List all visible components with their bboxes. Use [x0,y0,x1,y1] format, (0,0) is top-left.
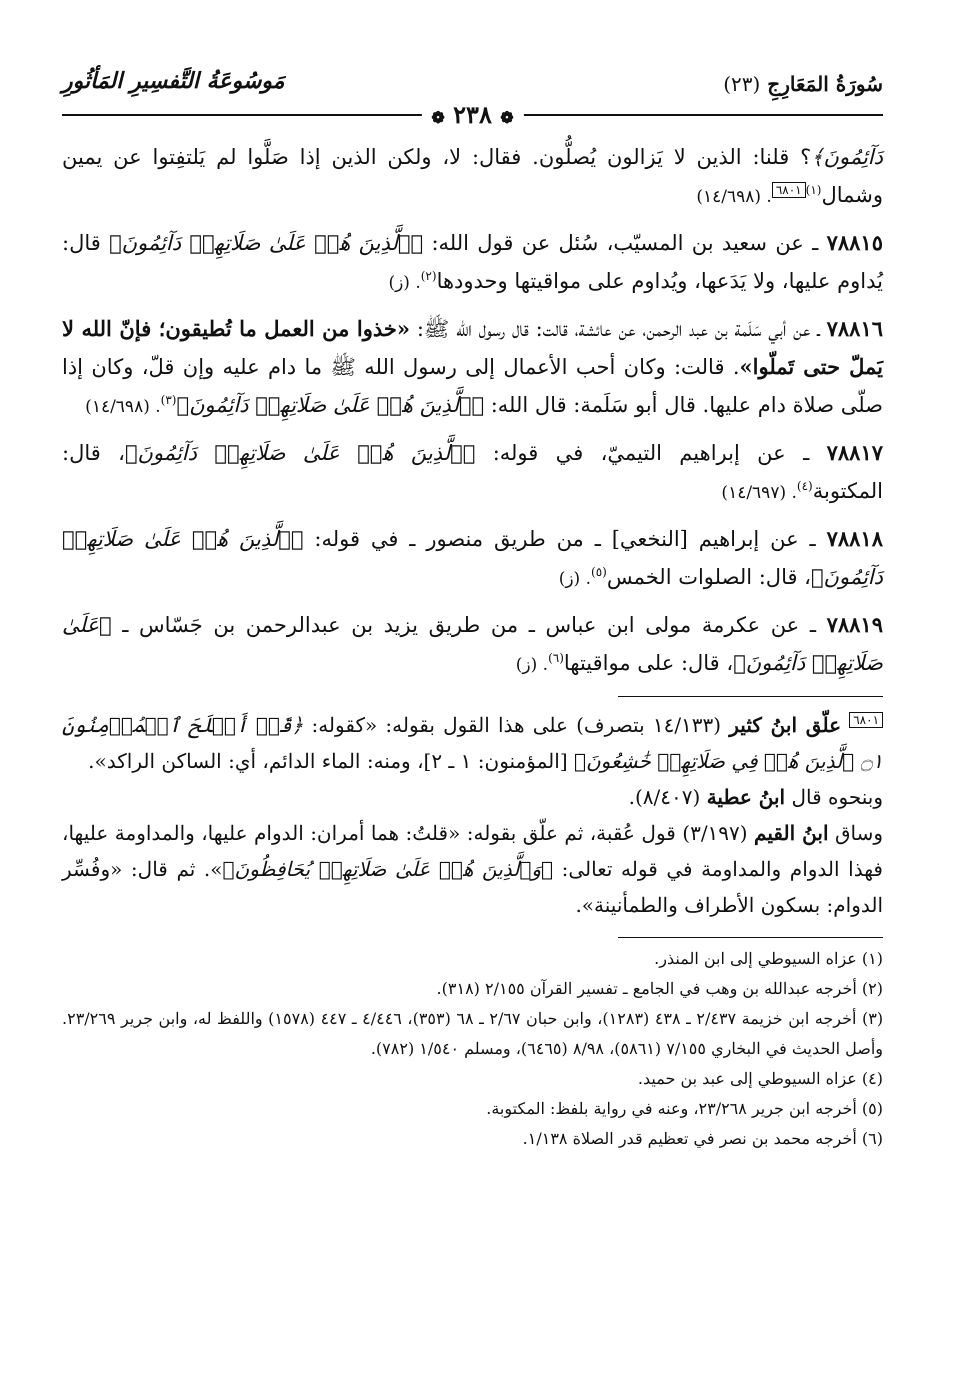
commentary-text: وساق [828,821,883,845]
entry [62,606,883,684]
entry-continuation [62,138,883,216]
quran-verse: ﴿وَٱلَّذِينَ هُمۡ عَلَىٰ صَلَاتِهِمۡ يُحَافِظُونَ﴾ [222,857,554,881]
footnote: (٥) أخرجه ابن جرير ٢٣/٢٦٨، وعنه في رواية بلفظ: المكتوبة. [486,1099,883,1118]
quran-verse: ﴿ٱلَّذِينَ هُمۡ عَلَىٰ صَلَاتِهِمۡ دَآئِمُونَ﴾ [62,527,883,589]
commentary-paragraph [62,707,883,779]
footnotes-section [62,944,883,1154]
commentary-text: (٨/٤٠٧). [628,785,707,809]
entry [62,434,883,512]
entry-text: . قالت: وكان أحب الأعمال إلى رسول الله ﷺ ما دام عليه وإن قلّ، وكان إذا صلّى صلاة دام عليها. قال أبو سَلَمة: قال الله: [62,355,883,417]
surah-title [723,72,883,96]
commentary-text: (١٤/١٣٣ بتصرف) على هذا القول بقوله: «كقوله: [303,713,730,737]
entry-number: ٧٨٨١٨ [826,526,883,551]
footnote-ref[interactable]: (٦) [548,651,564,665]
hadith-text: «خذوا من العمل ما تُطيقون؛ فإنّ الله لا يَملّ حتى تَملّوا» [62,316,883,379]
entry-text: قال: يُداوم عليها، ولا يَدَعها، ويُداوم على مواقيتها وحدودها [62,231,883,293]
entry [62,520,883,598]
entry-text: ، قال: الصلوات الخمس [606,565,811,589]
volume-ref: . (ز) [558,569,591,589]
scholar-name: علّق ابنُ كثير [729,713,842,737]
quran-verse: ﴿ٱلَّذِينَ هُمۡ عَلَىٰ صَلَاتِهِمۡ دَآئِمُونَ﴾ [124,441,476,465]
volume-ref: . (ز) [515,655,549,675]
commentary-paragraph [62,779,883,815]
volume-ref: . (١٤/٦٩٨) [696,187,772,207]
comment-number-box: ٦٨٠١ [849,712,883,728]
footnote-ref[interactable]: (٣) [160,393,177,407]
scholar-name: ابنُ القيم [754,821,829,845]
quran-verse: دَآئِمُونَ﴾ [811,145,883,169]
footnote: (١) عزاه السيوطي إلى ابن المنذر. [654,949,883,968]
quran-verse: ﴿ٱلَّذِينَ هُمۡ عَلَىٰ صَلَاتِهِمۡ دَآئِمُونَ﴾ [176,393,485,417]
commentary-text: وبنحوه قال [785,785,883,809]
entry-text: ـ عن سعيد بن المسيّب، سُئل عن قول الله: [423,231,827,255]
quran-verse: ﴿عَلَىٰ صَلَاتِهِمۡ دَآئِمُونَ﴾ [62,613,883,675]
page-number-box [421,100,523,129]
surah-number: (٢٣) [723,72,761,96]
commentary-text: (٣/١٩٧) قول عُقبة، ثم علّق بقوله: «قلتُ: هما أمران: الدوام عليها، والمداومة عليها، فهذا الدوام والمداومة في قوله تعالى: [62,821,883,881]
entry-text: ـ عن إبراهيم التيميّ، في قوله: [475,441,827,465]
entry-number: ٧٨٨١٥ [826,230,883,255]
commentary-section [62,707,883,923]
volume-ref: . (١٤/٦٩٨) [85,397,161,417]
entry-text: ، قال: على مواقيتها [563,651,734,675]
entry-text: ـ عن إبراهيم [النخعي] ـ من طريق منصور ـ في قوله: [303,527,827,551]
scholar-name: ابنُ عطية [706,785,786,809]
page-header [62,62,883,129]
quran-verse: ﴿ٱلَّذِينَ هُمۡ عَلَىٰ صَلَاتِهِمۡ دَآئِمُونَ﴾ [109,231,424,255]
comment-separator [618,696,883,697]
commentary-paragraph [62,815,883,923]
footnote: (٤) عزاه السيوطي إلى عبد بن حميد. [637,1069,883,1088]
comment-ref-box[interactable]: ٦٨٠١ [772,182,806,198]
footnote: (٦) أخرجه محمد بن نصر في تعظيم قدر الصلاة ١/١٣٨. [522,1129,883,1148]
surah-label: سُورَةُ المَعَارِجِ [767,72,883,96]
volume-ref: . (ز) [388,273,421,293]
entry-text: ـ عن أبي سَلَمة بن عبد الرحمن، عن عائشة، قالت: قال رسول الله ﷺ: [409,317,827,341]
quran-verse: ﴿قَدۡ أَفۡلَحَ ٱلۡمُؤۡمِنُونَ ۝١ ٱلَّذِينَ هُمۡ فِي صَلَاتِهِمۡ خَٰشِعُونَ﴾ [62,713,883,773]
footnote: (٢) أخرجه عبدالله بن وهب في الجامع ـ تفسير القرآن ٢/١٥٥ (٣١٨). [436,979,883,998]
entry-number: ٧٨٨١٧ [826,440,884,465]
footnote-ref[interactable]: (٢) [420,269,437,283]
ornament-icon: ❁ [500,108,514,127]
volume-ref: . (١٤/٦٩٧) [721,483,797,503]
footnote-ref[interactable]: (٥) [591,565,607,579]
entry-text: ؟ قلنا: الذين لا يَزالون يُصلُّون. فقال: لا، ولكن الذين إذا صَلَّوا لم يَلتفِتوا عن يمين وشمال [62,145,883,207]
entry [62,310,883,426]
footnote-ref[interactable]: (١) [805,183,822,197]
footnote-ref[interactable]: (٤) [796,479,813,493]
entry-text: ، قال: المكتوبة [62,441,883,503]
entry-number: ٧٨٨١٦ [826,316,884,341]
commentary-text: [المؤمنون: ١ ـ ٢]، ومنه: الماء الدائم، أي: الساكن الراكد». [88,749,574,773]
footnote: (٣) أخرجه ابن خزيمة ٢/٤٣٧ ـ ٤٣٨ (١٢٨٣)، وابن حبان ٢/٦٧ ـ ٦٨ (٣٥٣)، ٤/٤٤٦ ـ ٤٤٧ (١٥٧٨) واللفظ له، وابن جرير ٢٣/٢٦٩. وأصل الحديث في البخاري ٧/١٥٥ (٥٨٦١)، ٨/٩٨ (٦٤٦٥)، ومسلم ١/٥٤٠ (٧٨٢). [62,1009,884,1058]
footnote-separator [618,937,883,938]
entry [62,224,883,302]
entry-text: ـ عن عكرمة مولى ابن عباس ـ من طريق يزيد بن عبدالرحمن بن جَسّاس ـ [111,613,827,637]
book-title: مَوسُوعَةُ التَّفسِيرِ المَأثُورِ [62,68,285,94]
page-number: ٢٣٨ [453,100,492,129]
main-content [62,138,883,1154]
entry-number: ٧٨٨١٩ [826,612,883,637]
commentary-text: ». ثم قال: «وفُسِّر الدوام: بسكون الأطراف والطمأنينة». [62,857,883,917]
ornament-icon: ❁ [431,108,445,127]
